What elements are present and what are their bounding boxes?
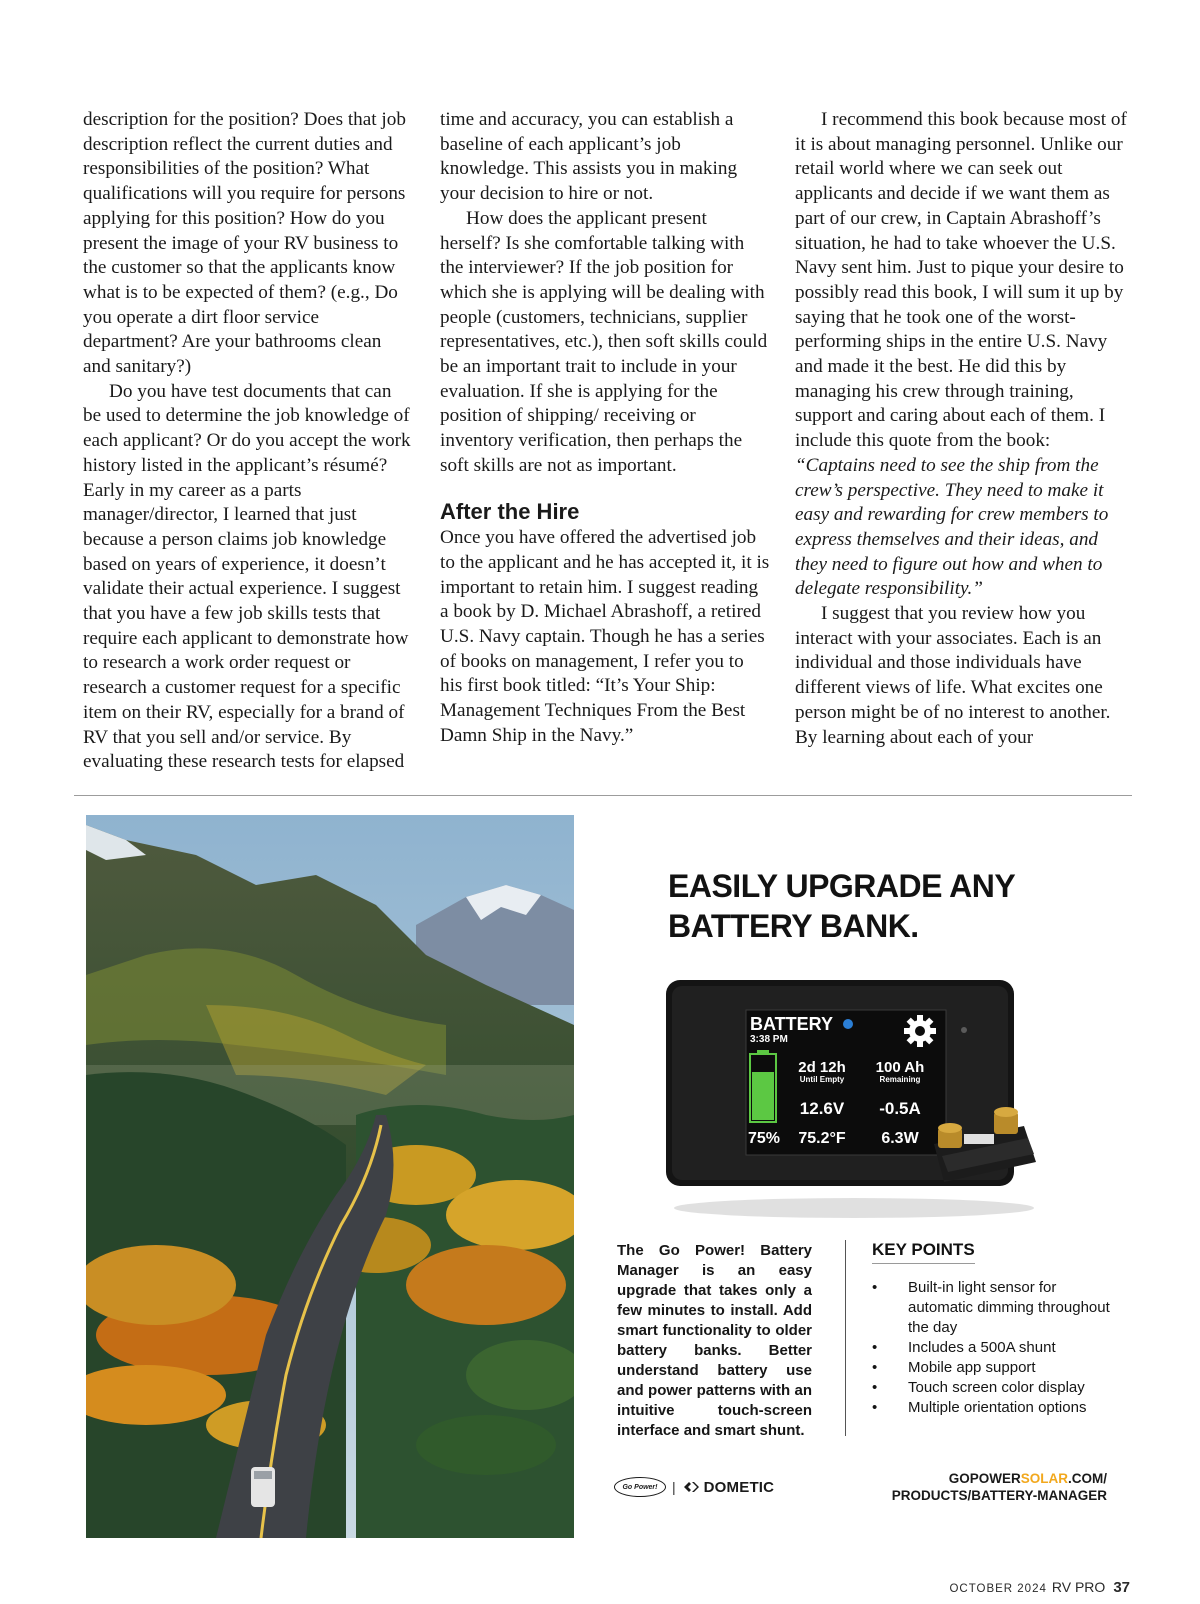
key-point-item: • Mobile app support — [872, 1358, 1122, 1378]
article-column-3 — [795, 108, 1130, 750]
ad-column-divider — [845, 1240, 846, 1436]
key-points-list — [872, 1278, 1122, 1418]
voltage-value: 12.6V — [799, 1099, 845, 1118]
current-value: -0.5A — [879, 1099, 921, 1118]
time-left-value: 2d 12h — [798, 1059, 846, 1076]
key-point-item: • Built-in light sensor for automatic dimming throughout the day — [872, 1278, 1122, 1338]
screen-time: 3:38 PM — [750, 1034, 788, 1045]
ad-photo-mountain-road — [86, 815, 574, 1538]
magazine-name: RV PRO — [1051, 1579, 1106, 1595]
key-point-item: • Includes a 500A shunt — [872, 1338, 1122, 1358]
battery-monitor-device-image — [664, 976, 1070, 1224]
issue-date: OCTOBER 2024 — [949, 1583, 1047, 1595]
go-power-logo: Go Power! — [614, 1477, 666, 1497]
url-part-3: .COM/ — [1068, 1471, 1107, 1486]
capacity-label: Remaining — [879, 1075, 921, 1084]
gear-icon — [904, 1015, 936, 1047]
logo-separator: | — [672, 1479, 676, 1495]
ad-url[interactable] — [892, 1470, 1107, 1504]
url-line-2: PRODUCTS/BATTERY-MANAGER — [891, 1488, 1107, 1503]
section-subheading: After the Hire — [440, 498, 580, 524]
paragraph: I recommend this book because most of it is about managing personnel. Unlike our retail world where we can seek out applicants and decide if we want them as part of our crew, in Captain Abrashoff’s situation, he had to take whoever the U.S. Navy sent him. Just to pique your desire to possibly read this book, I will sum it up by saying that he took one of the worst-performing ships in the entire U.S. Navy and made it the best. He did this by managing his crew through training, support and caring about each of them. I include this quote from the book: — [795, 109, 1127, 452]
ad-description: The Go Power! Battery Manager is an easy upgrade that takes only a few minutes to install. Add smart functionality to older battery banks. Better understand battery use and power patterns with an intuitive touch-screen interface and smart shunt. — [617, 1242, 812, 1439]
brand-logos — [614, 1476, 774, 1498]
article-column-2 — [440, 108, 770, 749]
percent-value: 75% — [747, 1130, 781, 1147]
capacity-value: 100 Ah — [875, 1059, 925, 1076]
url-part-2: SOLAR — [1020, 1471, 1068, 1486]
screen-title: BATTERY — [750, 1014, 833, 1034]
paragraph: Do you have test documents that can be used to determine the job knowledge of each applicant? Or do you accept the work history listed in the applicant’s résumé? Early in my career as a parts manager/director, I learned that just because a person claims job knowledge based on years of experience, it doesn’t validate their actual experience. I suggest that you have a few job skills tests that require each applicant to demonstrate how to research a work order request or research a customer request for a specific item on their RV, especially for a brand of RV that you sell and/or service. By evaluating these research tests for elapsed — [83, 380, 411, 773]
time-left-label: Until Empty — [799, 1075, 845, 1084]
book-quote: “Captains need to see the ship from the crew’s perspective. They need to make it easy and rewarding for crew members to express themselves and their ideas, and they need to figure out how and when to delegate responsibility.” — [795, 454, 1109, 600]
paragraph: I suggest that you review how you interact with your associates. Each is an individual and those individuals have different views of life. What excites one person might be of no interest to another. By learning about each of your — [795, 603, 1111, 748]
page-number: 37 — [1113, 1579, 1130, 1596]
paragraph: How does the applicant present herself? Is she comfortable talking with the interviewer? If the job position for which she is applying will be dealing with people (customers, technicians, supplier representatives, etc.), then soft skills could be an important trait to include in your evaluation. If she is applying for the position of shipping/ receiving or inventory verification, then perhaps the soft skills are not as important. — [440, 207, 768, 476]
paragraph: time and accuracy, you can establish a baseline of each applicant’s job knowledge. This assists you in making your decision to hire or not. — [440, 109, 738, 205]
key-point-item: • Touch screen color display — [872, 1378, 1122, 1398]
ad-headline: EASILY UPGRADE ANY BATTERY BANK. — [668, 868, 1015, 944]
url-part-1: GOPOWER — [948, 1471, 1021, 1486]
ad-separator-rule — [74, 795, 1132, 796]
paragraph: description for the position? Does that job description reflect the current duties and responsibilities of the position? What qualifications will you require for persons applying for this position? How do you present the image of your RV business to the customer so that the applicants know what is to be expected of them? (e.g., Do you operate a dirt floor service department? Are your bathrooms clean and sanitary?) — [83, 109, 406, 378]
page-footer — [949, 1579, 1130, 1596]
status-dot-icon — [843, 1019, 853, 1029]
dometic-chevron-icon — [682, 1480, 704, 1494]
key-point-item: • Multiple orientation options — [872, 1398, 1122, 1418]
article-column-1 — [83, 108, 413, 775]
paragraph: Once you have offered the advertised job to the applicant and he has accepted it, it is important to retain him. I suggest reading a book by D. Michael Abrashoff, a retired U.S. Navy captain. Though he has a series of books on management, I refer you to his first book titled: “It’s Your Ship: Management Techniques From the Best Damn Ship in the Navy.” — [440, 527, 770, 746]
power-value: 6.3W — [881, 1130, 919, 1147]
temperature-value: 75.2°F — [798, 1130, 846, 1147]
key-points-title: KEY POINTS — [872, 1240, 975, 1264]
dometic-logo: DOMETIC — [703, 1478, 775, 1496]
